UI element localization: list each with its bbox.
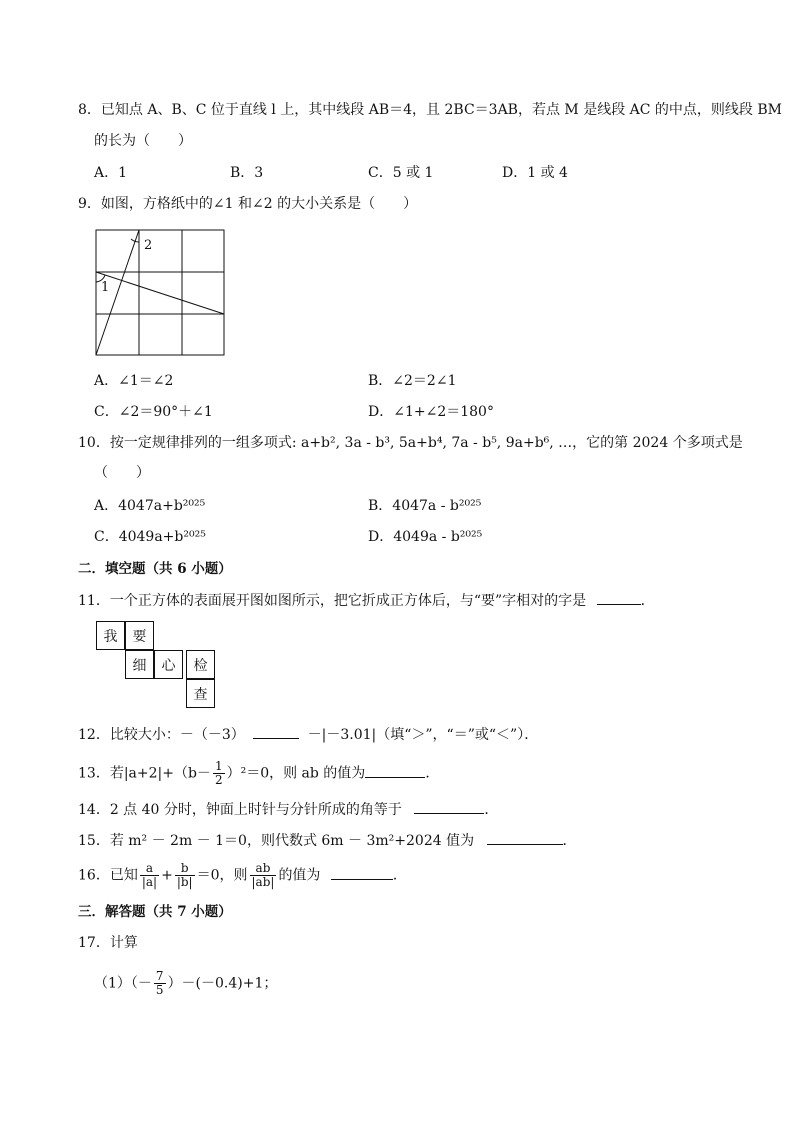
q15 bbox=[78, 830, 577, 851]
q17-stem: 17．计算 bbox=[78, 935, 138, 951]
q16-plus: + bbox=[161, 867, 173, 884]
q15-answer-blank[interactable] bbox=[487, 830, 563, 845]
q16-answer-blank[interactable] bbox=[331, 865, 393, 880]
q12-text-b: －|－3.01|（填“＞”，“＝”或“＜”）． bbox=[307, 727, 539, 743]
q12-answer-blank[interactable] bbox=[253, 724, 299, 739]
q16-fraction-ab: $\frac{ab}{|ab|}$ bbox=[251, 861, 275, 889]
q10-option-a: A．4047a+b²⁰²⁵ bbox=[94, 498, 206, 514]
net-cell: 心 bbox=[154, 650, 183, 679]
q16-fraction-b: $\frac{b}{|b|}$ bbox=[176, 861, 193, 889]
q10-option-d: D．4049a - b²⁰²⁵ bbox=[368, 529, 483, 545]
q9-option-d: D．∠1+∠2＝180° bbox=[368, 404, 494, 420]
q11-stem bbox=[78, 590, 655, 611]
q17-part1-a: （1）（－ bbox=[94, 975, 152, 992]
net-cell: 我 bbox=[96, 621, 125, 650]
net-cell: 要 bbox=[125, 621, 154, 650]
q8-line2: 的长为（ ） bbox=[94, 133, 192, 149]
q17-fraction: $\frac{7}{5}$ bbox=[155, 969, 164, 997]
q8-line1: 8．已知点 A、B、C 位于直线 l 上，其中线段 AB＝4，且 2BC＝3AB，若点 M 是线段 AC 的中点，则线段 BM bbox=[78, 102, 783, 118]
q15-text: 15．若 m² － 2m － 1＝0，则代数式 6m － 3m²+2024 值为 bbox=[78, 833, 475, 849]
q10-paren: （ ） bbox=[94, 465, 150, 481]
q9-stem: 9．如图，方格纸中的∠1 和∠2 的大小关系是（ ） bbox=[78, 196, 418, 212]
q10-stem: 10．按一定规律排列的一组多项式: a+b², 3a - b³, 5a+b⁴, 7a - b⁵, 9a+b⁶, …，它的第 2024 个多项式是 bbox=[78, 435, 743, 451]
section-solve-heading: 三．解答题（共 7 小题） bbox=[78, 904, 232, 920]
q12 bbox=[78, 724, 538, 745]
section-fill-in-heading: 二．填空题（共 6 小题） bbox=[78, 561, 232, 577]
q13-answer-blank[interactable] bbox=[365, 763, 425, 778]
q9-option-b: B．∠2＝2∠1 bbox=[368, 373, 457, 389]
angle-2-label: 2 bbox=[144, 238, 153, 253]
q14-text: 14．2 点 40 分时，钟面上时针与分针所成的角等于 bbox=[78, 802, 402, 818]
q8-option-d: D．1 或 4 bbox=[502, 165, 568, 181]
q11-end: ． bbox=[640, 593, 655, 609]
q16-text-mid: ＝0，则 bbox=[196, 867, 248, 884]
q8-option-c: C．5 或 1 bbox=[368, 165, 434, 181]
q11-answer-blank[interactable] bbox=[597, 590, 641, 605]
q14-end: ． bbox=[484, 802, 499, 818]
q16-text-a: 16．已知 bbox=[78, 867, 138, 884]
q17-part1 bbox=[94, 970, 277, 997]
q10-option-c: C．4049a+b²⁰²⁵ bbox=[94, 529, 206, 545]
q13-text-a: 13．若|a+2|+（b－ bbox=[78, 765, 211, 782]
q12-text-a: 12．比较大小：－（－3） bbox=[78, 727, 245, 743]
q10-option-b: B．4047a - b²⁰²⁵ bbox=[368, 498, 482, 514]
q9-option-a: A．∠1＝∠2 bbox=[94, 373, 174, 389]
q13-text-b: ）²＝0，则 ab 的值为 bbox=[226, 765, 366, 782]
net-cell: 查 bbox=[186, 679, 215, 708]
q16-fraction-a: $\frac{a}{|a|}$ bbox=[141, 861, 158, 889]
q8-option-b: B．3 bbox=[230, 165, 264, 181]
q13-end: ． bbox=[425, 765, 440, 782]
q15-end: ． bbox=[562, 833, 577, 849]
net-cell: 检 bbox=[186, 650, 215, 679]
q16-end: ． bbox=[392, 867, 407, 884]
angle-1-label: 1 bbox=[101, 280, 110, 295]
grid-angle-figure bbox=[94, 228, 228, 358]
q11-stem-text: 11．一个正方体的表面展开图如图所示，把它折成正方体后，与“要”字相对的字是 bbox=[78, 593, 587, 609]
q9-option-c: C．∠2＝90°＋∠1 bbox=[94, 404, 213, 420]
q14-answer-blank[interactable] bbox=[414, 799, 484, 814]
q13 bbox=[78, 760, 439, 787]
q17-part1-b: ）－(－0.4)+1； bbox=[167, 975, 278, 992]
q16-text-b: 的值为 bbox=[278, 867, 321, 884]
net-cell: 细 bbox=[125, 650, 154, 679]
q8-option-a: A．1 bbox=[94, 165, 128, 181]
q14 bbox=[78, 799, 498, 820]
q16 bbox=[78, 862, 407, 889]
q13-fraction: $\frac{1}{2}$ bbox=[214, 759, 223, 787]
